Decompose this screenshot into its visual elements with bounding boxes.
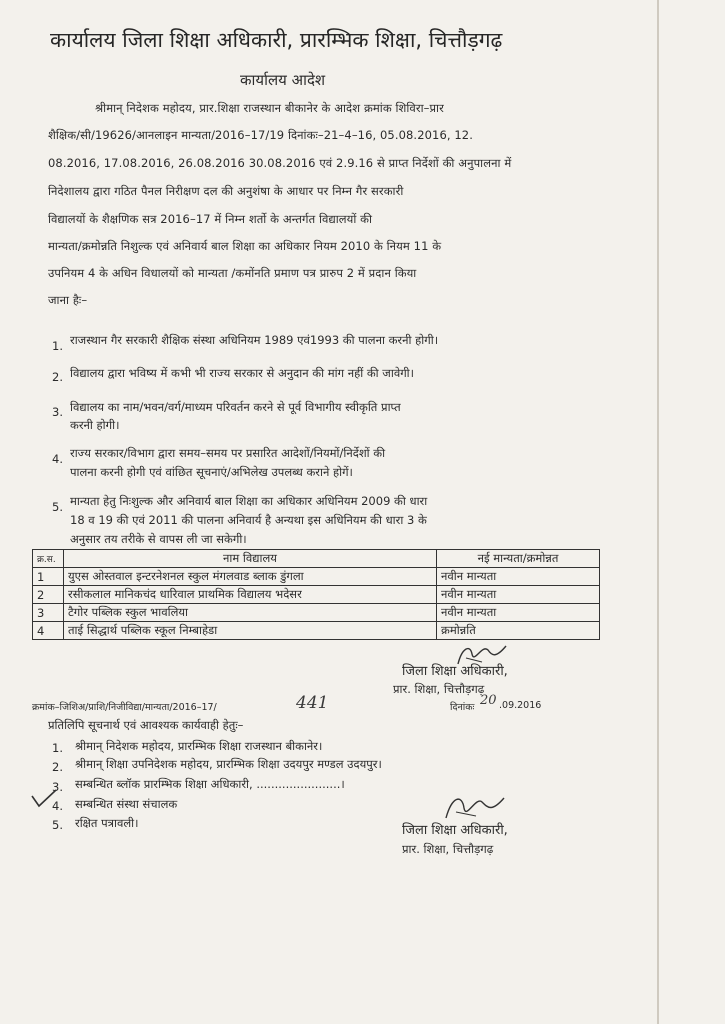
copy-item-number: 5. bbox=[52, 818, 63, 832]
table-row bbox=[33, 622, 600, 640]
school-table bbox=[32, 549, 600, 640]
row-school-name: ताई सिद्धार्थ पब्लिक स्कूल निम्बाहेडा bbox=[64, 622, 437, 640]
condition-number: 4. bbox=[52, 452, 63, 466]
condition-text: करनी होगी। bbox=[70, 418, 120, 432]
date-label: दिनांकः bbox=[450, 702, 475, 713]
intro-line: 08.2016, 17.08.2016, 26.08.2016 30.08.2016 एवं 2.9.16 से प्राप्त निर्देशों की अनुपालना में bbox=[48, 156, 512, 170]
row-status: क्रमोन्नति bbox=[437, 622, 600, 640]
copy-item-text: सम्बन्धित संस्था संचालक bbox=[75, 797, 178, 811]
row-serial: 3 bbox=[33, 604, 64, 622]
row-status: नवीन मान्यता bbox=[437, 604, 600, 622]
condition-text: विद्यालय का नाम/भवन/वर्ग/माध्यम परिवर्तन करने से पूर्व विभागीय स्वीकृति प्राप्त bbox=[70, 400, 401, 414]
condition-text: विद्यालय द्वारा भविष्य में कभी भी राज्य सरकार से अनुदान की मांग नहीं की जावेगी। bbox=[70, 366, 415, 380]
condition-number: 5. bbox=[52, 500, 63, 514]
column-header-status: नई मान्यता/क्रमोन्नत bbox=[437, 550, 600, 568]
intro-line: निदेशालय द्वारा गठित पैनल निरीक्षण दल की अनुशंषा के आधार पर निम्न गैर सरकारी bbox=[48, 184, 404, 198]
intro-line: उपनियम 4 के अधिन विधालयों को मान्यता /कमोंनति प्रमाण पत्र प्रारुप 2 में प्रदान किया bbox=[48, 266, 417, 280]
copy-intro: प्रतिलिपि सूचनार्थ एवं आवश्यक कार्यवाही हेतुः– bbox=[48, 718, 244, 732]
intro-line: जाना हैः– bbox=[48, 293, 88, 307]
table-row bbox=[33, 586, 600, 604]
signatory-title: जिला शिक्षा अधिकारी, bbox=[402, 664, 508, 679]
signatory-office: प्रार. शिक्षा, चित्तौड़गढ़ bbox=[402, 842, 494, 856]
signature-mark bbox=[440, 790, 510, 824]
copy-item-text: रक्षित पत्रावली। bbox=[75, 816, 139, 830]
signatory-office: प्रार. शिक्षा, चित्तौड़गढ़ bbox=[393, 682, 485, 696]
row-status: नवीन मान्यता bbox=[437, 586, 600, 604]
page-edge-line bbox=[657, 0, 659, 1024]
condition-number: 2. bbox=[52, 370, 63, 384]
date-rest: .09.2016 bbox=[499, 700, 542, 711]
handwritten-date-day: 20 bbox=[480, 693, 497, 708]
column-header-school-name: नाम विद्यालय bbox=[64, 550, 437, 568]
condition-number: 3. bbox=[52, 405, 63, 419]
intro-line: शैक्षिक/सी/19626/आनलाइन मान्यता/2016–17/19 दिनांकः–21–4–16, 05.08.2016, 12. bbox=[48, 128, 473, 142]
table-row bbox=[33, 568, 600, 586]
order-subheading: कार्यालय आदेश bbox=[240, 71, 326, 89]
condition-number: 1. bbox=[52, 339, 63, 353]
table-header-row bbox=[33, 550, 600, 568]
row-school-name: रसीकलाल मानिकचंद धारिवाल प्राथमिक विद्यालय भदेसर bbox=[64, 586, 437, 604]
copy-item-number: 4. bbox=[52, 799, 63, 813]
condition-text: राज्य सरकार/विभाग द्वारा समय–समय पर प्रसारित आदेशों/नियमों/निर्देशों की bbox=[70, 446, 386, 460]
condition-text: पालना करनी होगी एवं वांछित सूचनाएं/अभिलेख उपलब्ध कराने होगें। bbox=[70, 465, 353, 479]
row-serial: 4 bbox=[33, 622, 64, 640]
intro-line: मान्यता/क्रमोन्नति निशुल्क एवं अनिवार्य बाल शिक्षा का अधिकार नियम 2010 के नियम 11 के bbox=[48, 239, 442, 253]
copy-item-text: श्रीमान् निदेशक महोदय, प्रारम्भिक शिक्षा राजस्थान बीकानेर। bbox=[75, 739, 323, 753]
copy-item-number: 3. bbox=[52, 780, 63, 794]
row-status: नवीन मान्यता bbox=[437, 568, 600, 586]
intro-line: विद्यालयों के शैक्षणिक सत्र 2016–17 में निम्न शर्तो के अन्तर्गत विद्यालयों की bbox=[48, 212, 373, 226]
table-row bbox=[33, 604, 600, 622]
row-school-name: युएस ओस्तवाल इन्टरनेशनल स्कुल मंगलवाड ब्लाक डुंगला bbox=[64, 568, 437, 586]
condition-text: अनुसार तय तरीके से वापस ली जा सकेगी। bbox=[70, 532, 247, 546]
copy-item-text: श्रीमान् शिक्षा उपनिदेशक महोदय, प्रारम्भिक शिक्षा उदयपुर मण्डल उदयपुर। bbox=[75, 757, 382, 771]
condition-text: 18 व 19 की एवं 2011 की पालना अनिवार्य है अन्यथा इस अधिनियम की धारा 3 के bbox=[70, 513, 427, 527]
row-serial: 2 bbox=[33, 586, 64, 604]
office-heading: कार्यालय जिला शिक्षा अधिकारी, प्रारम्भिक शिक्षा, चित्तौड़गढ़ bbox=[50, 28, 503, 52]
row-school-name: टैगोर पब्लिक स्कुल भावलिया bbox=[64, 604, 437, 622]
signatory-title: जिला शिक्षा अधिकारी, bbox=[402, 823, 508, 838]
handwritten-number: 441 bbox=[296, 693, 329, 713]
copy-item-text: सम्बन्धित ब्लॉक प्रारम्भिक शिक्षा अधिकारी, .......................। bbox=[75, 777, 345, 791]
reference-number: क्रमांक–जिशिअ/प्राशि/निजीविद्या/मान्यता/2016–17/ bbox=[32, 702, 217, 713]
intro-line: श्रीमान् निदेशक महोदय, प्रार.शिक्षा राजस्थान बीकानेर के आदेश क्रमांक शिविरा–प्रार bbox=[95, 101, 444, 115]
condition-text: राजस्थान गैर सरकारी शैक्षिक संस्था अधिनियम 1989 एवं1993 की पालना करनी होगी। bbox=[70, 333, 439, 347]
copy-item-number: 1. bbox=[52, 741, 63, 755]
row-serial: 1 bbox=[33, 568, 64, 586]
column-header-serial: क्र.स. bbox=[33, 550, 64, 568]
condition-text: मान्यता हेतु निःशुल्क और अनिवार्य बाल शिक्षा का अधिकार अधिनियम 2009 की धारा bbox=[70, 494, 428, 508]
copy-item-number: 2. bbox=[52, 760, 63, 774]
